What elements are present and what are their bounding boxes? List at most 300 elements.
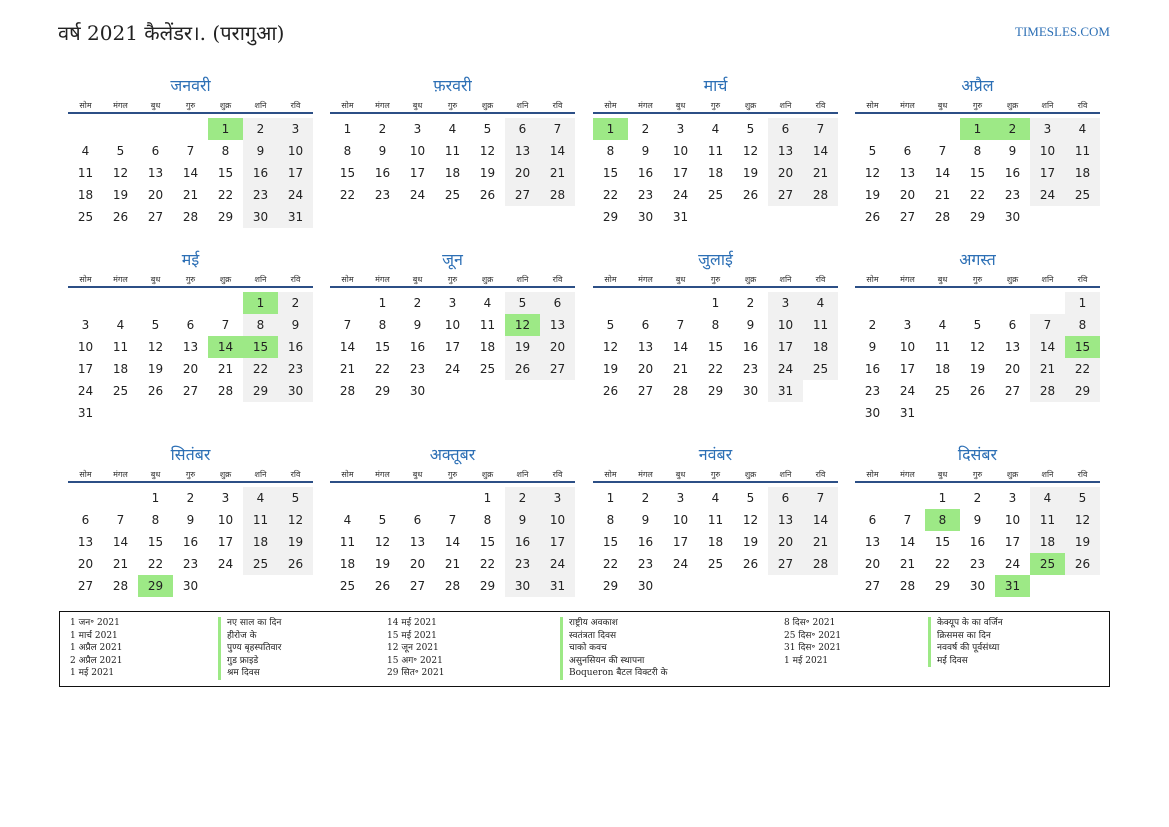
day-cell: 17 (409, 166, 426, 180)
day-cell: 5 (606, 318, 615, 332)
day-cell: 30 (252, 210, 269, 224)
day-cell: 11 (339, 535, 356, 549)
weekday-label: मंगल (375, 101, 390, 110)
day-cell: 12 (479, 144, 496, 158)
weekday-label: सोम (866, 470, 879, 479)
day-cell: 20 (182, 362, 199, 376)
day-cell: 19 (602, 362, 619, 376)
weekday-label: शुक्र (744, 101, 757, 110)
weekday-label: शनि (1041, 275, 1054, 284)
day-cell: 25 (707, 557, 724, 571)
day-cell: 14 (1039, 340, 1056, 354)
weekday-label: मंगल (900, 101, 915, 110)
month-name: मई (181, 250, 200, 269)
day-cell: 16 (252, 166, 269, 180)
header-rule (68, 286, 313, 288)
day-cell: 27 (182, 384, 199, 398)
day-cell: 18 (707, 166, 724, 180)
day-cell: 15 (707, 340, 724, 354)
day-cell: 16 (864, 362, 881, 376)
day-cell: 10 (672, 513, 689, 527)
day-cell: 15 (374, 340, 391, 354)
day-cell: 28 (339, 384, 356, 398)
day-cell: 12 (287, 513, 304, 527)
day-cell: 3 (221, 491, 230, 505)
weekday-label: शुक्र (219, 275, 232, 284)
day-cell: 5 (1078, 491, 1087, 505)
day-cell: 21 (672, 362, 689, 376)
day-cell: 2 (256, 122, 265, 136)
weekday-label: मंगल (900, 470, 915, 479)
day-cell: 9 (518, 513, 527, 527)
day-cell: 24 (77, 384, 94, 398)
day-cell: 20 (777, 166, 794, 180)
weekday-label: शनि (779, 101, 792, 110)
day-cell: 15 (479, 535, 496, 549)
weekday-label: मंगल (375, 275, 390, 284)
header-rule (593, 112, 838, 114)
day-cell: 24 (777, 362, 794, 376)
weekday-label: शुक्र (744, 470, 757, 479)
day-cell: 2 (746, 296, 755, 310)
day-cell: 14 (812, 144, 829, 158)
day-cell: 24 (672, 188, 689, 202)
day-cell: 23 (864, 384, 881, 398)
weekday-label: सोम (866, 275, 879, 284)
day-cell: 28 (549, 188, 566, 202)
holiday-name-column (928, 617, 1003, 667)
day-cell: 2 (291, 296, 300, 310)
day-cell: 4 (343, 513, 352, 527)
day-cell: 13 (1004, 340, 1021, 354)
day-cell: 4 (1043, 491, 1052, 505)
day-cell: 18 (707, 535, 724, 549)
day-cell: 12 (1074, 513, 1091, 527)
day-cell: 5 (746, 491, 755, 505)
day-cell: 6 (186, 318, 195, 332)
day-cell: 26 (864, 210, 881, 224)
day-cell: 6 (151, 144, 160, 158)
day-cell: 13 (77, 535, 94, 549)
day-cell: 6 (553, 296, 562, 310)
day-cell: 19 (112, 188, 129, 202)
weekday-label: शनि (779, 470, 792, 479)
weekday-label: शुक्र (1006, 275, 1019, 284)
holiday-date: 1 मार्च 2021 (70, 630, 118, 641)
day-cell: 31 (672, 210, 689, 224)
holiday-day-cell: 15 (243, 336, 278, 358)
weekday-label: शनि (254, 470, 267, 479)
day-cell: 21 (339, 362, 356, 376)
day-cell: 26 (374, 579, 391, 593)
day-cell: 17 (444, 340, 461, 354)
day-cell: 21 (217, 362, 234, 376)
day-cell: 18 (1074, 166, 1091, 180)
weekday-label: रवि (552, 275, 563, 284)
day-cell: 13 (899, 166, 916, 180)
weekday-label: गुरु (710, 470, 721, 479)
day-cell: 7 (343, 318, 352, 332)
holiday-name: राष्ट्रीय अवकाश (560, 617, 668, 630)
weekday-label: सोम (79, 275, 92, 284)
day-cell: 27 (514, 188, 531, 202)
day-cell: 5 (868, 144, 877, 158)
day-cell: 24 (1004, 557, 1021, 571)
day-cell: 8 (606, 144, 615, 158)
holiday-name: Boqueron बैटल विक्टरी के (560, 667, 668, 680)
day-cell: 16 (637, 535, 654, 549)
day-cell: 7 (938, 144, 947, 158)
holiday-name: स्वतंत्रता दिवस (560, 630, 668, 643)
weekday-label: मंगल (638, 470, 653, 479)
day-cell: 8 (151, 513, 160, 527)
holiday-date: 8 दिस॰ 2021 (784, 618, 836, 628)
day-cell: 26 (514, 362, 531, 376)
weekday-label: सोम (604, 275, 617, 284)
weekday-label: शुक्र (219, 470, 232, 479)
day-cell: 12 (147, 340, 164, 354)
weekday-label: शनि (779, 275, 792, 284)
day-cell: 28 (112, 579, 129, 593)
day-cell: 26 (112, 210, 129, 224)
day-cell: 26 (742, 188, 759, 202)
day-cell: 5 (483, 122, 492, 136)
day-cell: 28 (182, 210, 199, 224)
day-cell: 12 (742, 513, 759, 527)
weekday-label: मंगल (638, 101, 653, 110)
day-cell: 8 (483, 513, 492, 527)
day-cell: 20 (1004, 362, 1021, 376)
day-cell: 28 (934, 210, 951, 224)
day-cell: 4 (448, 122, 457, 136)
day-cell: 6 (1008, 318, 1017, 332)
day-cell: 11 (1074, 144, 1091, 158)
header-rule (855, 286, 1100, 288)
day-cell: 4 (116, 318, 125, 332)
weekday-label: शुक्र (481, 101, 494, 110)
day-cell: 26 (602, 384, 619, 398)
day-cell: 20 (77, 557, 94, 571)
holiday-day-cell: 8 (925, 509, 960, 531)
day-cell: 9 (256, 144, 265, 158)
day-cell: 21 (812, 535, 829, 549)
weekday-label: मंगल (375, 470, 390, 479)
day-cell: 9 (746, 318, 755, 332)
day-cell: 23 (514, 557, 531, 571)
holiday-day-cell: 1 (243, 292, 278, 314)
holiday-date: 12 जून 2021 (387, 643, 439, 653)
day-cell: 16 (182, 535, 199, 549)
holiday-date: 15 अग॰ 2021 (387, 655, 443, 666)
day-cell: 8 (378, 318, 387, 332)
day-cell: 11 (707, 144, 724, 158)
holiday-day-cell: 12 (505, 314, 540, 336)
day-cell: 24 (287, 188, 304, 202)
month-name: मार्च (703, 76, 728, 95)
day-cell: 7 (816, 122, 825, 136)
holiday-date: 15 मई 2021 (387, 630, 437, 641)
day-cell: 28 (1039, 384, 1056, 398)
day-cell: 11 (444, 144, 461, 158)
day-cell: 7 (221, 318, 230, 332)
day-cell: 3 (781, 296, 790, 310)
day-cell: 18 (812, 340, 829, 354)
weekday-label: शनि (516, 275, 529, 284)
day-cell: 19 (1074, 535, 1091, 549)
day-cell: 29 (602, 579, 619, 593)
day-cell: 16 (514, 535, 531, 549)
day-cell: 17 (1004, 535, 1021, 549)
day-cell: 17 (672, 535, 689, 549)
weekday-label: गुरु (972, 275, 983, 284)
day-cell: 16 (287, 340, 304, 354)
day-cell: 10 (1004, 513, 1021, 527)
holiday-name: नए साल का दिन (218, 617, 281, 630)
day-cell: 15 (934, 535, 951, 549)
day-cell: 22 (934, 557, 951, 571)
day-cell: 4 (483, 296, 492, 310)
day-cell: 17 (549, 535, 566, 549)
header-rule (68, 112, 313, 114)
holiday-day-cell: 2 (995, 118, 1030, 140)
day-cell: 20 (864, 557, 881, 571)
weekday-label: शनि (516, 470, 529, 479)
day-cell: 14 (934, 166, 951, 180)
day-cell: 6 (781, 122, 790, 136)
day-cell: 24 (409, 188, 426, 202)
day-cell: 3 (903, 318, 912, 332)
day-cell: 4 (1078, 122, 1087, 136)
day-cell: 13 (864, 535, 881, 549)
day-cell: 30 (969, 579, 986, 593)
day-cell: 13 (147, 166, 164, 180)
day-cell: 25 (339, 579, 356, 593)
day-cell: 19 (969, 362, 986, 376)
day-cell: 25 (479, 362, 496, 376)
weekday-label: सोम (79, 101, 92, 110)
day-cell: 19 (287, 535, 304, 549)
day-cell: 27 (147, 210, 164, 224)
day-cell: 8 (606, 513, 615, 527)
day-cell: 16 (1004, 166, 1021, 180)
day-cell: 15 (147, 535, 164, 549)
day-cell: 14 (112, 535, 129, 549)
day-cell: 2 (641, 122, 650, 136)
weekday-label: रवि (290, 101, 301, 110)
weekday-label: मंगल (113, 470, 128, 479)
day-cell: 7 (903, 513, 912, 527)
day-cell: 13 (637, 340, 654, 354)
holiday-day-cell: 1 (593, 118, 628, 140)
holiday-day-cell: 31 (995, 575, 1030, 597)
day-cell: 9 (973, 513, 982, 527)
day-cell: 9 (413, 318, 422, 332)
day-cell: 28 (217, 384, 234, 398)
day-cell: 14 (339, 340, 356, 354)
day-cell: 9 (186, 513, 195, 527)
day-cell: 31 (777, 384, 794, 398)
day-cell: 19 (742, 535, 759, 549)
day-cell: 22 (602, 188, 619, 202)
weekday-label: शनि (254, 101, 267, 110)
day-cell: 18 (934, 362, 951, 376)
day-cell: 5 (746, 122, 755, 136)
day-cell: 26 (147, 384, 164, 398)
day-cell: 12 (969, 340, 986, 354)
day-cell: 12 (602, 340, 619, 354)
day-cell: 19 (514, 340, 531, 354)
day-cell: 19 (742, 166, 759, 180)
day-cell: 25 (934, 384, 951, 398)
weekday-label: रवि (290, 470, 301, 479)
day-cell: 31 (77, 406, 94, 420)
day-cell: 5 (518, 296, 527, 310)
day-cell: 3 (676, 491, 685, 505)
day-cell: 14 (672, 340, 689, 354)
day-cell: 1 (1078, 296, 1087, 310)
day-cell: 13 (182, 340, 199, 354)
weekday-label: सोम (79, 470, 92, 479)
day-cell: 18 (112, 362, 129, 376)
weekday-label: बुध (675, 101, 686, 110)
day-cell: 2 (413, 296, 422, 310)
day-cell: 29 (374, 384, 391, 398)
day-cell: 31 (899, 406, 916, 420)
weekday-label: रवि (552, 470, 563, 479)
day-cell: 14 (899, 535, 916, 549)
holiday-name: गुड फ्राइडे (218, 655, 281, 668)
day-cell: 27 (409, 579, 426, 593)
weekday-label: बुध (675, 470, 686, 479)
day-cell: 11 (112, 340, 129, 354)
weekday-label: गुरु (710, 275, 721, 284)
weekday-label: रवि (1077, 470, 1088, 479)
header-rule (330, 481, 575, 483)
day-cell: 21 (1039, 362, 1056, 376)
weekday-label: बुध (412, 470, 423, 479)
day-cell: 26 (287, 557, 304, 571)
day-cell: 4 (711, 122, 720, 136)
day-cell: 28 (444, 579, 461, 593)
day-cell: 12 (742, 144, 759, 158)
day-cell: 15 (602, 166, 619, 180)
day-cell: 12 (112, 166, 129, 180)
day-cell: 5 (378, 513, 387, 527)
holiday-name-column (218, 617, 281, 680)
day-cell: 9 (868, 340, 877, 354)
weekday-label: बुध (675, 275, 686, 284)
month-name: नवंबर (698, 445, 733, 464)
day-cell: 22 (479, 557, 496, 571)
day-cell: 27 (777, 188, 794, 202)
day-cell: 25 (252, 557, 269, 571)
day-cell: 11 (77, 166, 94, 180)
day-cell: 23 (182, 557, 199, 571)
day-cell: 25 (1074, 188, 1091, 202)
day-cell: 29 (969, 210, 986, 224)
day-cell: 31 (287, 210, 304, 224)
holiday-date-column (70, 617, 122, 680)
weekday-label: रवि (815, 275, 826, 284)
weekday-label: मंगल (113, 275, 128, 284)
weekday-label: शनि (1041, 101, 1054, 110)
header-rule (330, 112, 575, 114)
holiday-name: क्रिसमस का दिन (928, 630, 1003, 643)
weekday-label: शुक्र (1006, 470, 1019, 479)
weekday-label: गुरु (972, 470, 983, 479)
site-link[interactable]: TIMESLES.COM (1015, 24, 1110, 39)
holiday-date: 1 मई 2021 (70, 668, 115, 678)
day-cell: 4 (256, 491, 265, 505)
weekday-label: सोम (604, 470, 617, 479)
day-cell: 2 (186, 491, 195, 505)
day-cell: 27 (549, 362, 566, 376)
holiday-date: 14 मई 2021 (387, 618, 437, 628)
day-cell: 8 (256, 318, 265, 332)
day-cell: 15 (217, 166, 234, 180)
month-name: जनवरी (170, 76, 211, 95)
day-cell: 3 (413, 122, 422, 136)
day-cell: 15 (602, 535, 619, 549)
day-cell: 17 (777, 340, 794, 354)
day-cell: 26 (742, 557, 759, 571)
day-cell: 24 (672, 557, 689, 571)
day-cell: 22 (1074, 362, 1091, 376)
weekday-label: शुक्र (481, 275, 494, 284)
holiday-name: हीरोज के (218, 630, 281, 643)
weekday-label: बुध (150, 470, 161, 479)
header-rule (593, 286, 838, 288)
day-cell: 27 (1004, 384, 1021, 398)
day-cell: 11 (252, 513, 269, 527)
day-cell: 21 (812, 166, 829, 180)
holiday-name: नववर्ष की पूर्वसंध्या (928, 642, 1003, 655)
day-cell: 16 (637, 166, 654, 180)
day-cell: 17 (77, 362, 94, 376)
month-name: जून (442, 250, 463, 269)
day-cell: 24 (899, 384, 916, 398)
day-cell: 27 (777, 557, 794, 571)
day-cell: 15 (969, 166, 986, 180)
day-cell: 14 (182, 166, 199, 180)
day-cell: 22 (252, 362, 269, 376)
day-cell: 30 (514, 579, 531, 593)
day-cell: 22 (147, 557, 164, 571)
day-cell: 13 (409, 535, 426, 549)
day-cell: 2 (378, 122, 387, 136)
weekday-label: मंगल (900, 275, 915, 284)
day-cell: 30 (864, 406, 881, 420)
weekday-label: गुरु (447, 470, 458, 479)
weekday-label: बुध (937, 470, 948, 479)
day-cell: 9 (378, 144, 387, 158)
holiday-date-column (784, 617, 841, 667)
day-cell: 19 (479, 166, 496, 180)
day-cell: 14 (812, 513, 829, 527)
day-cell: 7 (1043, 318, 1052, 332)
day-cell: 15 (339, 166, 356, 180)
weekday-label: बुध (937, 101, 948, 110)
day-cell: 10 (217, 513, 234, 527)
day-cell: 28 (812, 557, 829, 571)
page-title: वर्ष 2021 कैलेंडर।. (परागुआ) (58, 21, 285, 45)
weekday-label: गुरु (710, 101, 721, 110)
day-cell: 8 (711, 318, 720, 332)
day-cell: 17 (899, 362, 916, 376)
day-cell: 19 (864, 188, 881, 202)
day-cell: 28 (672, 384, 689, 398)
weekday-label: सोम (604, 101, 617, 110)
